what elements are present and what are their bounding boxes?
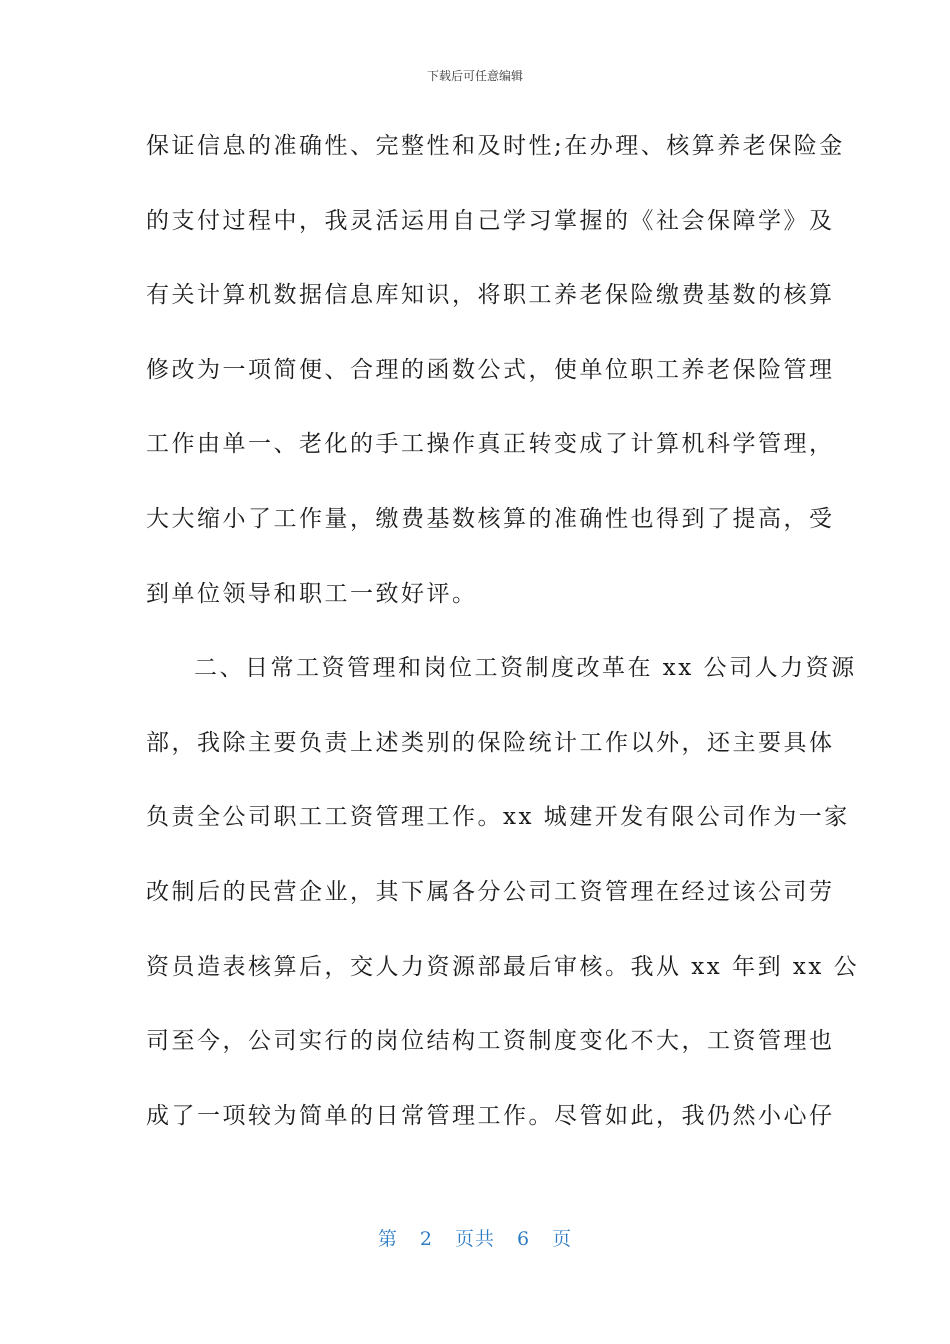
section-heading-line: 二、日常工资管理和岗位工资制度改革在 xx 公司人力资源 — [194, 655, 857, 682]
footer-prefix: 第 — [377, 1228, 398, 1250]
total-pages-number: 6 — [517, 1228, 531, 1250]
text-line: 部，我除主要负责上述类别的保险统计工作以外，还主要具体 — [146, 729, 835, 756]
text-line: 工作由单一、老化的手工操作真正转变成了计算机科学管理， — [146, 431, 835, 458]
document-body — [146, 124, 860, 1168]
text-line: 有关计算机数据信息库知识，将职工养老保险缴费基数的核算 — [146, 282, 835, 309]
text-line: 的支付过程中，我灵活运用自己学习掌握的《社会保障学》及 — [146, 207, 835, 234]
text-line: 大大缩小了工作量，缴费基数核算的准确性也得到了提高，受 — [146, 505, 835, 532]
text-line: 成了一项较为简单的日常管理工作。尽管如此，我仍然小心仔 — [146, 1102, 835, 1129]
text-line: 修改为一项简便、合理的函数公式，使单位职工养老保险管理 — [146, 356, 835, 383]
header-note: 下载后可任意编辑 — [426, 69, 523, 83]
text-line: 改制后的民营企业，其下属各分公司工资管理在经过该公司劳 — [146, 878, 835, 905]
text-line: 负责全公司职工工资管理工作。xx 城建开发有限公司作为一家 — [146, 804, 850, 831]
footer-middle: 页共 — [454, 1228, 495, 1250]
page-footer — [0, 1224, 950, 1251]
footer-suffix: 页 — [552, 1228, 573, 1250]
current-page-number: 2 — [419, 1228, 433, 1250]
text-line: 保证信息的准确性、完整性和及时性;在办理、核算养老保险金 — [146, 133, 845, 159]
text-line: 司至今，公司实行的岗位结构工资制度变化不大，工资管理也 — [146, 1028, 835, 1055]
text-line: 到单位领导和职工一致好评。 — [146, 580, 478, 607]
text-line: 资员造表核算后，交人力资源部最后审核。我从 xx 年到 xx 公 — [146, 953, 860, 980]
